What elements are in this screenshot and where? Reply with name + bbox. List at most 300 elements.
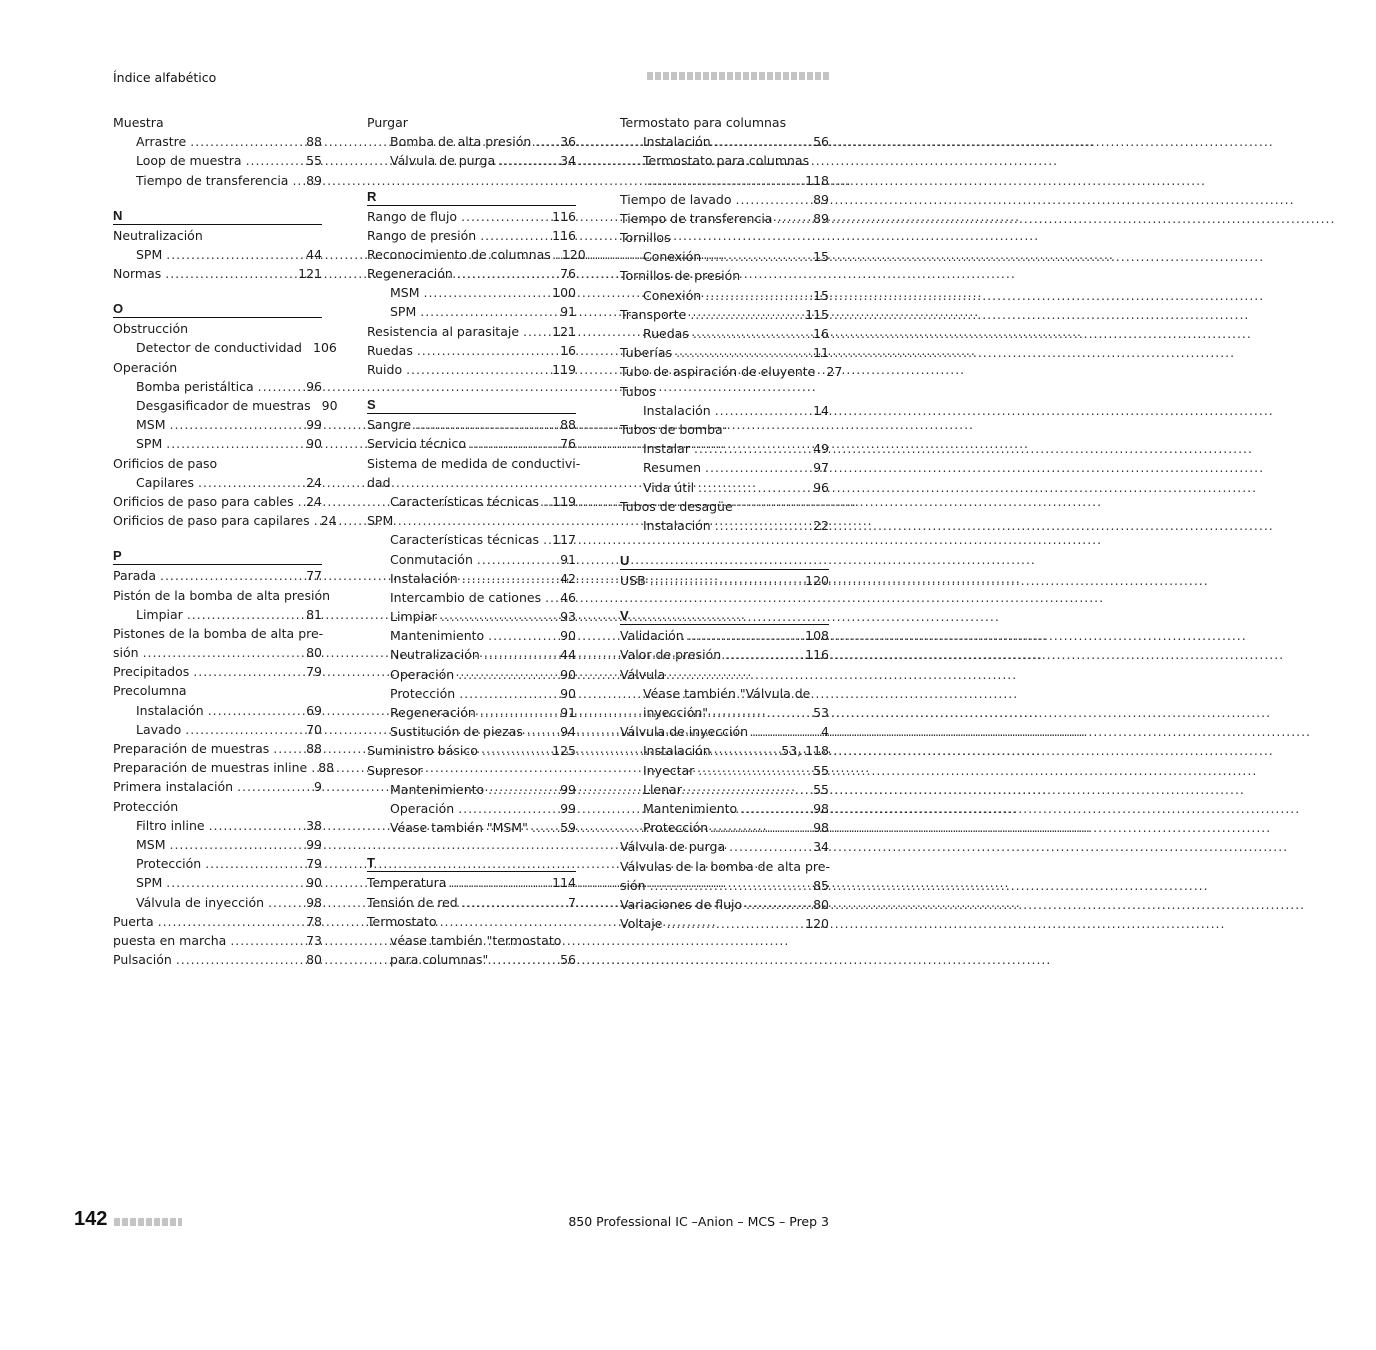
entry-page-ref: 79: [306, 664, 322, 680]
leader-dots: [462, 569, 557, 588]
entry-page-ref: 99: [306, 836, 322, 852]
entry-page-ref: 34: [813, 839, 829, 855]
entry-page-ref: 24: [306, 474, 322, 490]
entry-term: Voltaje: [620, 916, 663, 932]
entry-page-ref: 42: [560, 570, 576, 586]
leader-dots: [458, 665, 557, 684]
index-entry: [113, 511, 337, 530]
entry-term: Valor de presión: [620, 647, 722, 663]
leader-dots: [543, 492, 549, 511]
index-entry: [113, 643, 322, 662]
index-entry: [113, 113, 322, 132]
entry-page-ref: 78: [306, 913, 322, 929]
leader-dots: [736, 190, 811, 209]
index-entry: [620, 626, 829, 645]
index-entry: [620, 382, 829, 401]
entry-page-ref: 118: [805, 172, 829, 188]
leader-dots: [160, 566, 303, 585]
index-entry: [620, 362, 843, 381]
entry-page-ref: 49: [813, 441, 829, 457]
entry-page-ref: 89: [306, 172, 322, 188]
entry-term: Termostato: [367, 913, 437, 929]
entry-term: Protección: [136, 856, 202, 872]
entry-term: Bomba peristáltica: [136, 378, 254, 394]
leader-dots: [298, 492, 303, 511]
entry-page-ref: 79: [306, 856, 322, 872]
entry-term: MSM: [136, 836, 166, 852]
entry-term: Instalación: [643, 517, 711, 533]
entry-term: Operación: [390, 800, 455, 816]
entry-page-ref: 96: [813, 479, 829, 495]
index-entry: [620, 420, 829, 439]
entry-term: Intercambio de cationes: [390, 589, 542, 605]
index-entry: [367, 761, 576, 780]
index-letter-heading: U: [620, 553, 829, 570]
index-subentry: [620, 132, 829, 151]
leader-dots: [484, 645, 557, 664]
entry-term: Precipitados: [113, 664, 190, 680]
leader-dots: [712, 703, 810, 722]
leader-dots: [268, 893, 303, 912]
entry-term: Válvula de purga: [390, 153, 496, 169]
entry-term: Purgar: [367, 114, 408, 130]
entry-page-ref: 119: [552, 493, 576, 509]
index-entry: [367, 873, 576, 892]
entry-page-ref: 56: [813, 134, 829, 150]
entry-term: Tubos de desagüe: [620, 498, 733, 514]
index-subentry: [367, 283, 576, 302]
leader-dots: [166, 434, 303, 453]
entry-page-ref: 9: [314, 779, 322, 795]
index-subentry: [367, 530, 576, 549]
index-entry: [113, 797, 322, 816]
entry-page-ref: 76: [560, 436, 576, 452]
index-subentry: [113, 415, 322, 434]
leader-dots: [165, 264, 295, 283]
leader-dots: [676, 343, 810, 362]
index-column-1: [113, 113, 338, 969]
entry-term: Preparación de muestras inline: [113, 760, 308, 776]
index-entry: [367, 360, 576, 379]
leader-dots: [450, 873, 549, 892]
leader-dots: [705, 458, 810, 477]
entry-term: Instalación: [643, 134, 711, 150]
entry-term: MSM: [390, 285, 420, 301]
entry-page-ref: 91: [560, 551, 576, 567]
entry-term: Regeneración: [367, 266, 453, 282]
index-subentry: [367, 931, 576, 950]
leader-dots: [170, 835, 304, 854]
header-decoration: [647, 72, 829, 80]
leader-dots: [715, 516, 810, 535]
index-entry: [367, 434, 576, 453]
index-subentry: [113, 245, 322, 264]
index-entry: [113, 931, 322, 950]
entry-term: MSM: [136, 417, 166, 433]
index-subentry: [367, 799, 576, 818]
entry-term: SPM: [390, 304, 417, 320]
leader-dots: [205, 854, 303, 873]
entry-page-ref: 89: [813, 191, 829, 207]
index-entry: [113, 586, 331, 605]
entry-term: Neutralización: [113, 227, 203, 243]
entry-page-ref: 36: [560, 134, 576, 150]
index-entry: [620, 113, 829, 132]
entry-page-ref: 55: [813, 781, 829, 797]
entry-term: Véase también "Válvula de: [643, 685, 811, 701]
entry-page-ref: 80: [813, 896, 829, 912]
leader-dots: [698, 478, 810, 497]
index-subentry: [367, 703, 576, 722]
entry-term: Instalar: [643, 441, 690, 457]
index-subentry: [367, 722, 576, 741]
entry-term: Operación: [113, 359, 178, 375]
entry-term: Detector de conductividad: [136, 340, 302, 356]
entry-term: Pistón de la bomba de alta presión: [113, 587, 331, 603]
entry-term: Mantenimiento: [643, 800, 738, 816]
entry-page-ref: 96: [306, 378, 322, 394]
entry-page-ref: 90: [560, 685, 576, 701]
leader-dots: [237, 777, 311, 796]
index-subentry: [113, 605, 322, 624]
leader-dots: [170, 415, 304, 434]
index-subentry: [113, 893, 322, 912]
entry-page-ref: 55: [306, 153, 322, 169]
leader-dots: [457, 264, 557, 283]
entry-term: Muestra: [113, 114, 164, 130]
index-subentry: [367, 665, 576, 684]
leader-dots: [176, 950, 303, 969]
entry-page-ref: 99: [306, 417, 322, 433]
entry-page-ref: 97: [813, 460, 829, 476]
entry-page-ref: 90: [560, 628, 576, 644]
index-entry: [113, 454, 322, 473]
index-entry: [620, 267, 829, 286]
index-entry: [620, 571, 829, 590]
entry-term: Tuberías: [620, 345, 673, 361]
leader-dots: [741, 799, 810, 818]
entry-term: Validación: [620, 628, 684, 644]
entry-page-ref: 22: [813, 517, 829, 533]
index-letter-heading: P: [113, 548, 322, 565]
entry-term: Válvula: [620, 666, 666, 682]
index-subentry: [113, 396, 338, 415]
leader-dots: [488, 626, 557, 645]
entry-term: Vida útil: [643, 479, 695, 495]
leader-dots: [535, 132, 557, 151]
leader-dots: [543, 530, 549, 549]
entry-page-ref: 7: [568, 894, 576, 910]
entry-term: Pulsación: [113, 952, 172, 968]
leader-dots: [420, 302, 557, 321]
entry-term: Termostato para columnas: [643, 153, 810, 169]
index-subentry: [620, 324, 829, 343]
index-subentry: [620, 799, 829, 818]
index-subentry: [113, 701, 322, 720]
entry-page-ref: 99: [560, 781, 576, 797]
index-subentry: [367, 151, 576, 170]
entry-term: Reconocimiento de columnas: [367, 246, 551, 262]
leader-dots: [647, 171, 802, 190]
leader-dots: [545, 588, 557, 607]
index-column-2: [367, 113, 586, 969]
index-subentry: [620, 439, 829, 458]
entry-term: Conexión: [643, 287, 702, 303]
leader-dots: [650, 571, 802, 590]
index-subentry: [620, 741, 829, 760]
leader-dots: [690, 305, 802, 324]
index-entry: [620, 646, 829, 665]
leader-dots: [424, 283, 550, 302]
leader-dots: [482, 741, 549, 760]
entry-term: Transporte: [620, 306, 687, 322]
entry-term: Limpiar: [136, 606, 183, 622]
leader-dots: [555, 245, 559, 264]
leader-dots: [532, 818, 557, 837]
index-subentry: [620, 703, 829, 722]
index-entry: [367, 454, 581, 473]
entry-page-ref: 16: [560, 342, 576, 358]
index-entry: [367, 415, 576, 434]
leader-dots: [480, 226, 549, 245]
index-entry: [113, 624, 322, 643]
entry-term: sión: [620, 877, 646, 893]
entry-term: Termostato para columnas: [620, 114, 787, 130]
entry-page-ref: 116: [805, 647, 829, 663]
leader-dots: [158, 912, 303, 931]
index-subentry: [367, 569, 576, 588]
index-subentry: [367, 818, 576, 837]
entry-term: Neutralización: [390, 647, 480, 663]
leader-dots: [477, 550, 557, 569]
index-entry: [113, 358, 322, 377]
leader-dots: [190, 132, 303, 151]
index-entry: [367, 741, 576, 760]
index-entry: [620, 914, 829, 933]
index-entry: [367, 264, 576, 283]
leader-dots: [441, 607, 557, 626]
entry-term: Tubo de aspiración de eluyente: [620, 364, 816, 380]
index-letter-heading: T: [367, 855, 576, 872]
index-entry: [113, 739, 322, 758]
entry-page-ref: 106: [313, 340, 337, 356]
entry-page-ref: 34: [560, 153, 576, 169]
entry-page-ref: 119: [552, 362, 576, 378]
index-entry: [113, 566, 322, 585]
entry-page-ref: 24: [320, 513, 337, 529]
entry-term: para columnas": [390, 952, 489, 968]
entry-page-ref: 115: [805, 306, 829, 322]
entry-page-ref: 117: [552, 532, 576, 548]
index-subentry: [620, 458, 829, 477]
leader-dots: [688, 626, 802, 645]
entry-term: Instalación: [643, 743, 711, 759]
entry-page-ref: 90: [560, 666, 576, 682]
entry-page-ref: 16: [813, 326, 829, 342]
index-entry: [620, 343, 829, 362]
index-entry: [367, 341, 576, 360]
leader-dots: [650, 876, 811, 895]
entry-page-ref: 38: [306, 817, 322, 833]
index-entry: [367, 893, 576, 912]
index-subentry: [620, 780, 829, 799]
entry-term: Supresor: [367, 762, 423, 778]
leader-dots: [459, 684, 557, 703]
index-entry: [113, 682, 322, 701]
entry-page-ref: 27: [826, 364, 843, 380]
index-entry: [620, 209, 829, 228]
leader-dots: [417, 341, 557, 360]
entry-page-ref: 81: [306, 606, 322, 622]
index-entry: [113, 662, 322, 681]
leader-dots: [523, 322, 549, 341]
entry-page-ref: 90: [306, 875, 322, 891]
entry-page-ref: 15: [813, 249, 829, 265]
entry-term: Obstrucción: [113, 321, 189, 337]
leader-dots: [143, 643, 304, 662]
entry-page-ref: 98: [813, 820, 829, 836]
index-subentry: [620, 286, 829, 305]
entry-term: Tiempo de lavado: [620, 191, 732, 207]
entry-term: Instalación: [390, 570, 458, 586]
entry-term: Normas: [113, 266, 162, 282]
entry-page-ref: 73: [306, 932, 322, 948]
entry-page-ref: 88: [318, 760, 335, 776]
entry-term: Tensión de red: [367, 894, 458, 910]
page-number: 142: [74, 1208, 108, 1230]
entry-term: Tubos de bomba: [620, 421, 723, 437]
entry-page-ref: 94: [560, 724, 576, 740]
index-subentry: [113, 473, 322, 492]
entry-term: Conmutación: [390, 551, 473, 567]
entry-term: Tiempo de transferencia: [620, 210, 773, 226]
index-entry: [113, 264, 322, 283]
index-letter-heading: S: [367, 397, 576, 414]
index-entry: [367, 511, 576, 530]
index-entry: [367, 473, 576, 492]
leader-dots: [776, 209, 810, 228]
entry-page-ref: 114: [552, 875, 576, 891]
entry-term: Sistema de medida de conductivi-: [367, 455, 581, 471]
entry-term: inyección": [643, 705, 709, 721]
entry-term: Mantenimiento: [390, 781, 485, 797]
entry-term: Características técnicas: [390, 493, 540, 509]
leader-dots: [725, 645, 802, 664]
entry-term: Loop de muestra: [136, 153, 242, 169]
entry-term: Temperatura: [367, 875, 447, 891]
entry-page-ref: 88: [306, 134, 322, 150]
leader-dots: [258, 377, 303, 396]
entry-page-ref: 46: [560, 589, 576, 605]
entry-term: Válvulas de la bomba de alta pre-: [620, 858, 830, 874]
leader-dots: [527, 722, 557, 741]
entry-term: Precolumna: [113, 683, 187, 699]
index-subentry: [367, 607, 576, 626]
leader-dots: [187, 605, 303, 624]
entry-page-ref: 44: [560, 647, 576, 663]
index-entry: [113, 777, 322, 796]
entry-page-ref: 55: [813, 762, 829, 778]
entry-term: Características técnicas: [390, 532, 540, 548]
index-entry: [620, 190, 829, 209]
entry-page-ref: 90: [306, 436, 322, 452]
index-subentry: [367, 780, 576, 799]
entry-term: Válvula de inyección: [136, 894, 265, 910]
leader-dots: [198, 473, 303, 492]
index-subentry: [367, 492, 576, 511]
leader-dots: [415, 415, 557, 434]
index-entry: [620, 857, 829, 876]
index-entry: [367, 912, 576, 931]
leader-dots: [746, 895, 810, 914]
entry-page-ref: 98: [306, 894, 322, 910]
entry-term: Tornillos: [620, 230, 671, 246]
index-entry: [620, 497, 829, 516]
entry-term: Filtro inline: [136, 817, 205, 833]
index-entry: [620, 228, 829, 247]
entry-page-ref: 88: [306, 741, 322, 757]
entry-term: SPM: [136, 875, 163, 891]
entry-page-ref: 85: [813, 877, 829, 893]
entry-page-ref: 70: [306, 721, 322, 737]
entry-term: Orificios de paso para capilares: [113, 513, 310, 529]
index-subentry: [620, 684, 829, 703]
entry-term: Servicio técnico: [367, 436, 466, 452]
leader-dots: [499, 151, 557, 170]
entry-page-ref: 69: [306, 702, 322, 718]
index-subentry: [620, 818, 829, 837]
index-subentry: [367, 646, 576, 665]
entry-term: Capilares: [136, 474, 194, 490]
index-subentry: [620, 761, 829, 780]
index-subentry: [113, 835, 322, 854]
entry-page-ref: 77: [306, 568, 322, 584]
entry-term: Suministro básico: [367, 743, 478, 759]
entry-term: Mantenimiento: [390, 628, 485, 644]
index-entry: [620, 722, 829, 741]
index-entry: [113, 226, 322, 245]
leader-dots: [185, 720, 303, 739]
index-entry: [620, 895, 829, 914]
entry-term: Protección: [390, 685, 456, 701]
entry-term: Pistones de la bomba de alta pre-: [113, 625, 324, 641]
entry-term: Sustitución de piezas: [390, 724, 523, 740]
index-entry: [113, 758, 335, 777]
leader-dots: [715, 401, 810, 420]
entry-page-ref: 93: [560, 609, 576, 625]
index-subentry: [113, 132, 322, 151]
leader-dots: [461, 207, 549, 226]
leader-dots: [246, 151, 304, 170]
entry-page-ref: 116: [552, 208, 576, 224]
entry-term: Ruedas: [367, 342, 413, 358]
entry-term: Inyectar: [643, 762, 695, 778]
entry-term: Sangre: [367, 417, 412, 433]
index-letter-heading: V: [620, 608, 829, 625]
leader-dots: [492, 950, 557, 969]
entry-page-ref: 15: [813, 287, 829, 303]
entry-page-ref: 56: [560, 952, 576, 968]
entry-term: Variaciones de flujo: [620, 896, 743, 912]
index-subentry: [367, 588, 576, 607]
leader-dots: [729, 837, 810, 856]
leader-dots: [193, 662, 303, 681]
index-subentry: [620, 516, 829, 535]
entry-page-ref: 98: [813, 800, 829, 816]
index-entry: [367, 207, 576, 226]
leader-dots: [693, 324, 810, 343]
entry-page-ref: 108: [805, 628, 829, 644]
